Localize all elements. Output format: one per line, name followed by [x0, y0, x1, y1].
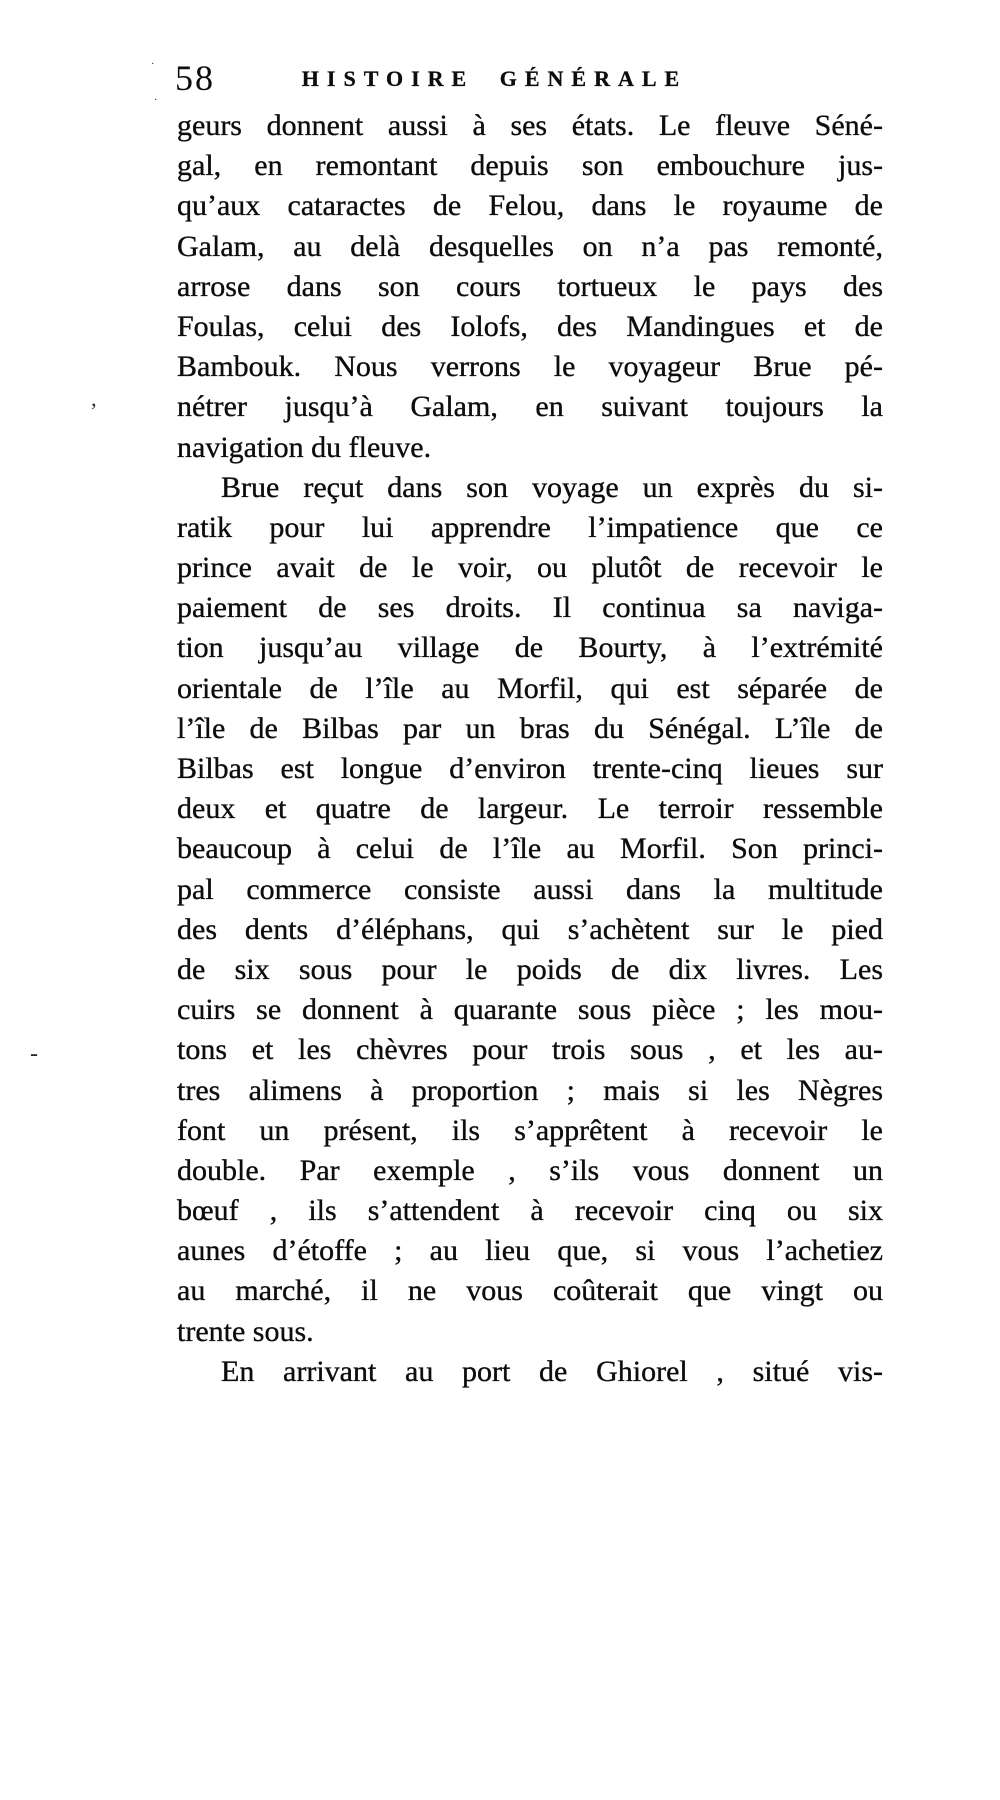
scan-speck: · — [151, 59, 155, 70]
text-line: Bilbas est longue d’environ trente-cinq lieues sur — [177, 752, 883, 785]
text-line: au marché, il ne vous coûterait que vingt ou — [177, 1274, 883, 1308]
running-title: HISTOIRE GÉNÉRALE — [301, 66, 688, 91]
text-line: deux et quatre de largeur. Le terroir ressemble — [177, 792, 883, 826]
body-text — [177, 106, 883, 1392]
text-line: de six sous pour le poids de dix livres. Les — [177, 952, 883, 986]
text-line: Foulas, celui des Iolofs, des Mandingues et de — [177, 309, 883, 343]
text-line: navigation du fleuve. — [177, 430, 432, 464]
text-line: paiement de ses droits. Il continua sa naviga- — [177, 591, 883, 625]
text-line: arrose dans son cours tortueux le pays des — [177, 269, 883, 303]
text-line: trente sous. — [177, 1314, 314, 1348]
page-header — [175, 58, 882, 102]
scan-speck: · — [154, 95, 158, 106]
scan-speck: - — [30, 1041, 38, 1067]
text-line: prince avait de le voir, ou plutôt de recevoir le — [177, 551, 883, 585]
text-line: Bambouk. Nous verrons le voyageur Brue pé- — [177, 350, 883, 384]
text-line: nétrer jusqu’à Galam, en suivant toujours la — [177, 390, 883, 424]
text-line: tons et les chèvres pour trois sous , et les au- — [177, 1033, 883, 1067]
text-line: pal commerce consiste aussi dans la multitude — [177, 872, 883, 906]
text-line: Brue reçut dans son voyage un exprès du si- — [221, 470, 883, 504]
text-line: ratik pour lui apprendre l’impatience que ce — [177, 510, 883, 544]
text-line: tres alimens à proportion ; mais si les Nègres — [177, 1073, 883, 1107]
text-line: beaucoup à celui de l’île au Morfil. Son princi- — [177, 832, 883, 866]
text-line: qu’aux cataractes de Felou, dans le royaume de — [177, 189, 883, 223]
text-line: des dents d’éléphans, qui s’achètent sur le pied — [177, 912, 883, 946]
text-line: bœuf , ils s’attendent à recevoir cinq ou six — [177, 1194, 883, 1228]
text-line: tion jusqu’au village de Bourty, à l’extrémité — [177, 631, 883, 665]
text-line: geurs donnent aussi à ses états. Le fleuve Séné- — [177, 109, 883, 142]
page-number: 58 — [175, 58, 215, 98]
text-line: gal, en remontant depuis son embouchure jus- — [177, 149, 883, 183]
text-line: font un présent, ils s’apprêtent à recevoir le — [177, 1113, 883, 1147]
text-line: orientale de l’île au Morfil, qui est séparée de — [177, 671, 883, 705]
text-line: l’île de Bilbas par un bras du Sénégal. L’île de — [177, 711, 883, 745]
text-line: aunes d’étoffe ; au lieu que, si vous l’achetiez — [177, 1234, 883, 1268]
text-line: Galam, au delà desquelles on n’a pas remonté, — [177, 229, 883, 263]
text-line: En arrivant au port de Ghiorel , situé vis- — [221, 1354, 883, 1388]
text-line: double. Par exemple , s’ils vous donnent un — [177, 1153, 883, 1187]
text-line: cuirs se donnent à quarante sous pièce ; les mou- — [177, 993, 883, 1027]
scan-speck: ’ — [90, 398, 98, 423]
